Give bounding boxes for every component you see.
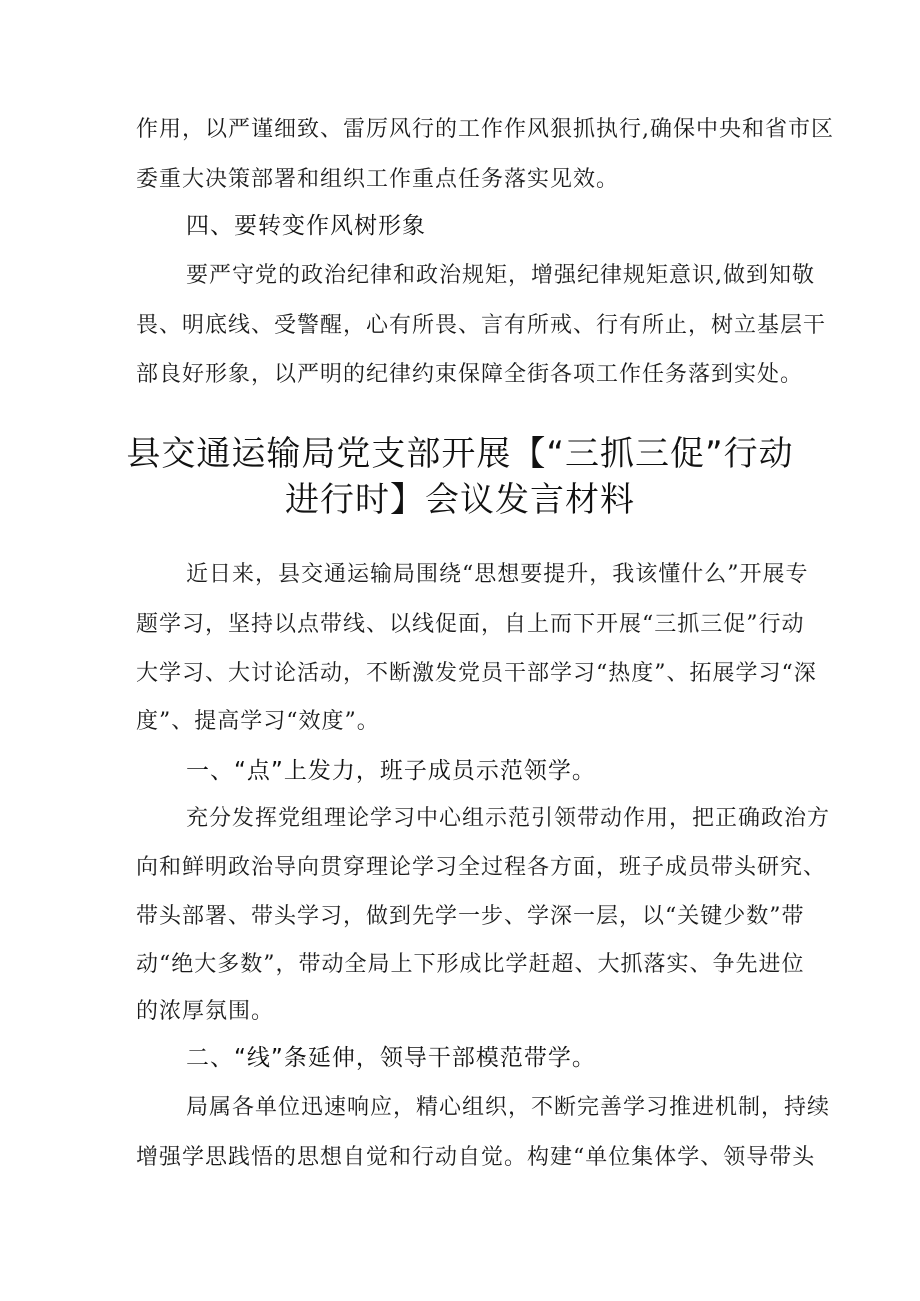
paragraph-line: 作用，以严谨细致、雷厉风行的工作作风狠抓执行,确保中央和省市区 xyxy=(136,117,834,142)
paragraph-line: 的浓厚氛围。 xyxy=(136,999,275,1024)
paragraph-line: 局属各单位迅速响应，精心组织，不断完善学习推进机制，持续 xyxy=(186,1095,831,1120)
paragraph-line: 委重大决策部署和组织工作重点任务落实见效。 xyxy=(136,167,620,192)
paragraph-line: 畏、明底线、受警醒，心有所畏、言有所戒、行有所止，树立基层干 xyxy=(136,313,827,338)
document-title-line-2: 进行时】会议发言材料 xyxy=(285,480,635,520)
paragraph-line: 向和鲜明政治导向贯穿理论学习全过程各方面，班子成员带头研究、 xyxy=(136,855,827,880)
paragraph-line: 部良好形象，以严明的纪律约束保障全街各项工作任务落到实处。 xyxy=(136,362,804,387)
paragraph-line: 度”、提高学习“效度”。 xyxy=(136,709,380,734)
paragraph-line: 大学习、大讨论活动，不断激发党员干部学习“热度”、拓展学习“深 xyxy=(136,661,817,686)
paragraph-line: 带头部署、带头学习，做到先学一步、学深一层，以“关键少数”带 xyxy=(136,904,805,929)
paragraph-line: 增强学思践悟的思想自觉和行动自觉。构建“单位集体学、领导带头 xyxy=(136,1145,816,1170)
section-heading: 四、要转变作风树形象 xyxy=(186,213,426,239)
section-heading: 一、“点”上发力，班子成员示范领学。 xyxy=(186,758,596,784)
paragraph-line: 要严守党的政治纪律和政治规矩，增强纪律规矩意识,做到知敬 xyxy=(186,263,815,288)
paragraph-line: 近日来，县交通运输局围绕“思想要提升，我该懂什么”开展专 xyxy=(186,562,809,587)
section-heading: 二、“线”条延伸，领导干部模范带学。 xyxy=(186,1045,596,1071)
paragraph-line: 题学习，坚持以点带线、以线促面，自上而下开展“三抓三促”行动 xyxy=(136,612,805,637)
paragraph-line: 动“绝大多数”，带动全局上下形成比学赶超、大抓落实、争先进位 xyxy=(136,952,805,977)
paragraph-line: 充分发挥党组理论学习中心组示范引领带动作用，把正确政治方 xyxy=(186,806,831,831)
document-title-line-1: 县交通运输局党支部开展【“三抓三促”行动 xyxy=(126,434,794,474)
